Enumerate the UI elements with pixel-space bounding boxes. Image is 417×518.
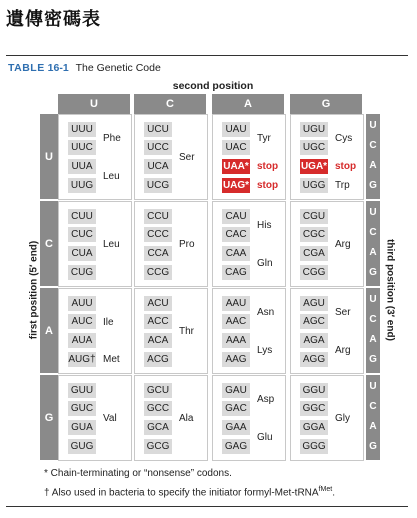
codon: CCU (144, 209, 172, 224)
bottom-rule (6, 506, 408, 507)
codon: UGA* (300, 161, 328, 172)
third-position-base-a: A (369, 160, 377, 171)
stop-label: stop (257, 180, 279, 191)
third-position-base-a: A (369, 247, 377, 258)
codon: AAA (222, 333, 250, 348)
codon: AAU (222, 296, 250, 311)
first-position-label: first position (5′ end) (28, 240, 40, 340)
codon: GAG (222, 439, 250, 454)
amino-acid-label: Asn (257, 307, 275, 318)
table-label-prefix: TABLE (8, 62, 45, 74)
codon: CGC (300, 227, 328, 242)
codon: GGU (300, 383, 328, 398)
third-position-base-u: U (369, 120, 377, 131)
footnote-dagger-text: † Also used in bacteria to specify the initiator formyl-Met-tRNA (44, 487, 319, 499)
codon: UGU (300, 122, 328, 137)
codon: UAC (222, 140, 250, 155)
amino-acid-label: Lys (257, 344, 273, 356)
codon: GUC (68, 401, 96, 416)
third-position-base-g: G (369, 441, 377, 452)
codon: CGA (300, 246, 328, 261)
codon: CUG (68, 265, 96, 280)
codon: UUA (68, 159, 96, 174)
codon: UCA (144, 159, 172, 174)
codon: CGU (300, 209, 328, 224)
amino-acid-label: Ile (103, 316, 114, 328)
footnote-dagger-sup: fMet (318, 486, 333, 493)
codon: GGA (300, 420, 328, 435)
amino-acid-label: Arg (335, 344, 351, 356)
amino-acid-label: Glu (257, 431, 273, 443)
codon: AGG (300, 352, 328, 367)
table-label-number: 16-1 (47, 62, 69, 74)
amino-acid-label: Tyr (257, 133, 271, 144)
page-title: 遺傳密碼表 (6, 9, 101, 30)
codon: UCC (144, 140, 172, 155)
codon: AAC (222, 314, 250, 329)
codon: CAU (222, 209, 250, 224)
amino-acid-label: Cys (335, 133, 353, 144)
codon: ACU (144, 296, 172, 311)
codon: UGG (300, 178, 328, 193)
first-position-header-c: C (40, 201, 58, 286)
codon: GUU (68, 383, 96, 398)
table-label (8, 62, 161, 74)
second-position-header-a: A (212, 94, 284, 114)
amino-acid-label: Gln (257, 257, 273, 269)
footnote-star: * Chain-terminating or “nonsense” codons. (44, 468, 232, 479)
third-position-base-c: C (369, 401, 377, 412)
codon: ACC (144, 314, 172, 329)
codon: UUC (68, 140, 96, 155)
codon: UCG (144, 178, 172, 193)
codon: AUG† (68, 354, 96, 365)
codon: GGG (300, 439, 328, 454)
codon: AUU (68, 296, 96, 311)
amino-acid-label: Ser (335, 307, 351, 318)
codon: AUC (68, 314, 96, 329)
first-position-header-u: U (40, 114, 58, 199)
codon: CCA (144, 246, 172, 261)
codon: CUU (68, 209, 96, 224)
stop-label: stop (335, 161, 357, 172)
codon: GCA (144, 420, 172, 435)
codon: AUA (68, 333, 96, 348)
third-position-base-a: A (369, 334, 377, 345)
amino-acid-label: Arg (335, 239, 351, 250)
codon: CCG (144, 265, 172, 280)
third-position-base-u: U (369, 207, 377, 218)
codon: GAU (222, 383, 250, 398)
third-position-base-c: C (369, 314, 377, 325)
amino-acid-label: Leu (103, 170, 120, 182)
amino-acid-label: Val (103, 413, 117, 424)
second-position-header-u: U (58, 94, 130, 114)
codon: CAA (222, 246, 250, 261)
codon: GAC (222, 401, 250, 416)
first-position-header-a: A (40, 288, 58, 373)
second-position-label: second position (172, 80, 254, 92)
codon: UAG* (222, 180, 250, 191)
top-rule (6, 55, 408, 56)
third-position-base-c: C (369, 227, 377, 238)
third-position-base-c: C (369, 140, 377, 151)
amino-acid-label: Ala (179, 413, 194, 424)
amino-acid-label: Asp (257, 394, 275, 405)
codon: GGC (300, 401, 328, 416)
codon: GCU (144, 383, 172, 398)
first-position-header-g: G (40, 375, 58, 460)
codon: CCC (144, 227, 172, 242)
third-position-base-g: G (369, 180, 377, 191)
second-position-header-g: G (290, 94, 362, 114)
codon: ACA (144, 333, 172, 348)
codon: CUA (68, 246, 96, 261)
codon: GCC (144, 401, 172, 416)
codon: UCU (144, 122, 172, 137)
codon: UUU (68, 122, 96, 137)
codon: UAU (222, 122, 250, 137)
codon: CUC (68, 227, 96, 242)
table-label-title: The Genetic Code (75, 62, 161, 74)
third-position-base-a: A (369, 421, 377, 432)
amino-acid-label: Phe (103, 133, 121, 144)
amino-acid-label: Ser (179, 152, 195, 163)
codon: UUG (68, 178, 96, 193)
amino-acid-label: His (257, 220, 272, 231)
amino-acid-label: Pro (179, 239, 195, 250)
second-position-header-c: C (134, 94, 206, 114)
third-position-base-u: U (369, 294, 377, 305)
codon: GUA (68, 420, 96, 435)
third-position-base-u: U (369, 381, 377, 392)
amino-acid-label: Thr (179, 326, 194, 337)
codon: AAG (222, 352, 250, 367)
codon: CAG (222, 265, 250, 280)
codon: CAC (222, 227, 250, 242)
codon: GCG (144, 439, 172, 454)
amino-acid-label: Met (103, 354, 120, 365)
codon: GUG (68, 439, 96, 454)
codon: ACG (144, 352, 172, 367)
codon: GAA (222, 420, 250, 435)
codon: AGC (300, 314, 328, 329)
footnote-dagger-end: . (332, 487, 335, 499)
codon: UAA* (223, 161, 249, 172)
codon: CGG (300, 265, 328, 280)
codon: AGU (300, 296, 328, 311)
third-position-base-g: G (369, 354, 377, 365)
codon: UGC (300, 140, 328, 155)
codon: AGA (300, 333, 328, 348)
amino-acid-label: Gly (335, 413, 350, 424)
third-position-base-g: G (369, 267, 377, 278)
amino-acid-label: Trp (335, 180, 350, 191)
stop-label: stop (257, 161, 279, 172)
footnote-dagger (44, 486, 335, 498)
amino-acid-label: Leu (103, 239, 120, 250)
third-position-label: third position (3′ end) (384, 239, 396, 341)
